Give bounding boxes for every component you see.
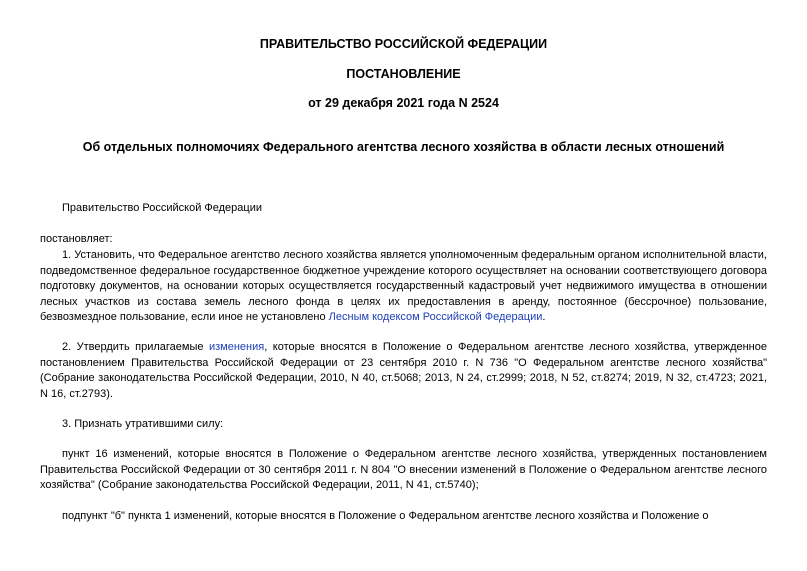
paragraph-1-text: 1. Установить, что Федеральное агентство лесного хозяйства является уполномоченным федеральным органом исполнительной власти, подведомственное федеральное государственное бюджетное учреждение которого осуществляет на основании соответствующего договора подготовку документов, на основании которых осуществляется государственный кадастровый учет недвижимого имущества в отношении лесных участков из состава земель лесного фонда в целях их предоставления в аренду, постоянное (бессрочное) пользование, безвозмездное пользование, если иное не установлено <box>40 249 767 323</box>
paragraph-3: 3. Признать утратившими силу: <box>62 418 224 430</box>
paragraph-4: пункт 16 изменений, которые вносятся в Положение о Федеральном агентстве лесного хозяйства, утвержденных постановлением Правительства Российской Федерации от 30 сентября 2011 г. N 804 "О внесении изменений в Положение о Федеральном агентстве лесного хозяйства" (Собрание законодательства Российской Федерации, 2011, N 41, ст.5740); <box>40 448 767 491</box>
date-number-heading: от 29 декабря 2021 года N 2524 <box>308 96 499 110</box>
paragraph-2-start: 2. Утвердить прилагаемые <box>62 341 209 353</box>
paragraph-1 <box>40 248 767 326</box>
government-heading: ПРАВИТЕЛЬСТВО РОССИЙСКОЙ ФЕДЕРАЦИИ <box>259 37 548 51</box>
amendments-link[interactable]: изменения <box>208 341 265 353</box>
intro-paragraph: Правительство Российской Федерации <box>62 202 262 214</box>
paragraph-1-end: . <box>542 311 546 323</box>
paragraph-2 <box>40 340 767 402</box>
document-type-heading: ПОСТАНОВЛЕНИЕ <box>346 67 461 81</box>
paragraph-5: подпункт "б" пункта 1 изменений, которые вносятся в Положение о Федеральном агентстве лесного хозяйства и Положение о <box>62 510 709 522</box>
decides-paragraph: постановляет: <box>40 233 113 245</box>
document-title: Об отдельных полномочиях Федерального агентства лесного хозяйства в области лесных отношений <box>82 140 725 154</box>
forest-code-link[interactable]: Лесным кодексом Российской Федерации <box>328 311 543 323</box>
paragraph-2-text: , которые вносятся в Положение о Федеральном агентстве лесного хозяйства, утвержденное постановлением Правительства Российской Федерации от 23 сентября 2010 г. N 736 "О Федеральном агентстве лесного хозяйства" (Собрание законодательства Российской Федерации, 2010, N 40, ст.5068; 2013, N 24, ст.2999; 2018, N 52, ст.8274; 2019, N 32, ст.4723; 2021, N 16, ст.2793). <box>40 341 767 400</box>
